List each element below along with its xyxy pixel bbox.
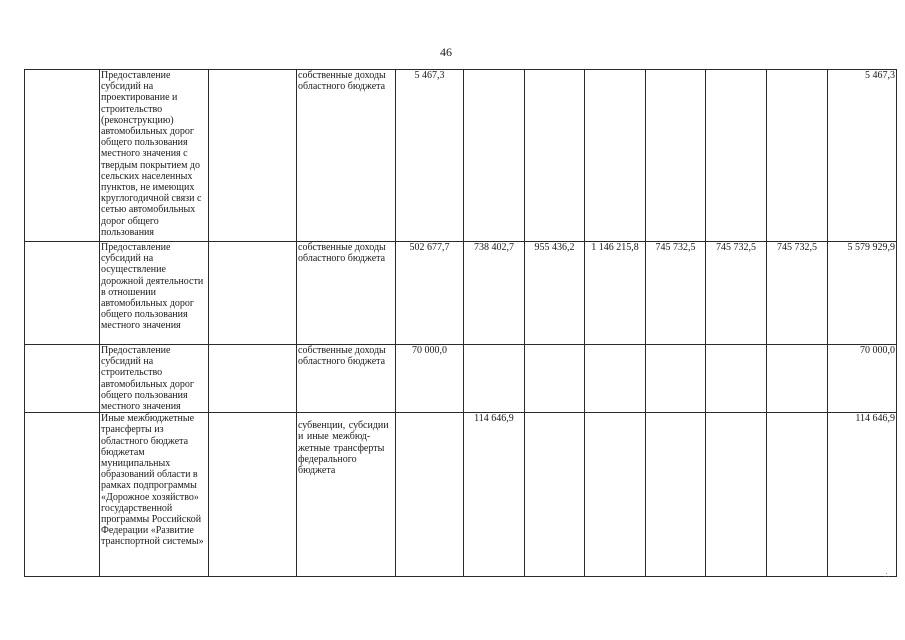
page-number: 46 (440, 45, 452, 59)
row-value: 1 146 215,8 (585, 242, 646, 345)
row-total: 5 467,3 (828, 70, 897, 242)
row-value (767, 70, 828, 242)
row-empty-cell (25, 345, 100, 413)
row-value (585, 413, 646, 577)
row-value (767, 345, 828, 413)
row-value (585, 345, 646, 413)
row-value (706, 70, 767, 242)
table-row (25, 242, 897, 345)
row-value (585, 70, 646, 242)
row-total: 5 579 929,9 (828, 242, 897, 345)
row-value: 502 677,7 (396, 242, 464, 345)
row-value (464, 70, 525, 242)
row-funding-source: собственные доходы областного бюджета (297, 345, 396, 413)
row-value: 745 732,5 (706, 242, 767, 345)
row-value (525, 70, 585, 242)
row-value (646, 70, 706, 242)
row-value (646, 413, 706, 577)
row-value (396, 413, 464, 577)
table-row (25, 70, 897, 242)
row-value (767, 413, 828, 577)
row-value: 738 402,7 (464, 242, 525, 345)
budget-table (24, 69, 897, 577)
row-value: 745 732,5 (767, 242, 828, 345)
row-empty-cell (209, 345, 297, 413)
row-total: 70 000,0 (828, 345, 897, 413)
table-row (25, 345, 897, 413)
row-value (525, 345, 585, 413)
row-value (706, 413, 767, 577)
row-description: Предоставление субсидий на осуществление дорожной деятельности в отношении автомобильных дорог общего пользования местного значения (100, 242, 209, 345)
row-funding-source: собственные доходы областного бюджета (297, 242, 396, 345)
row-empty-cell (209, 242, 297, 345)
row-description: Иные межбюджетные трансферты из областного бюджета бюджетам муниципальных образований области в рамках подпрограммы «Дорожное хозяйство» государственной программы Российской Федерации «Развитие транспортной системы» (100, 413, 209, 577)
row-empty-cell (25, 242, 100, 345)
row-description: Предоставление субсидий на строительство автомобильных дорог общего пользования местного значения (100, 345, 209, 413)
row-value: 70 000,0 (396, 345, 464, 413)
row-value: 5 467,3 (396, 70, 464, 242)
row-empty-cell (209, 413, 297, 577)
row-value: 745 732,5 (646, 242, 706, 345)
row-value (706, 345, 767, 413)
table-row (25, 413, 897, 577)
row-empty-cell (209, 70, 297, 242)
scan-mark: ∴ (884, 571, 890, 580)
row-description: Предоставление субсидий на проектирование и строительство (реконструкцию) автомобильных дорог общего пользования местного значения с твердым покрытием до сельских населенных пунктов, не имеющих круглогодичной связи с сетью автомобильных дорог общего пользования (100, 70, 209, 242)
row-funding-source: субвенции, субсидии и иные межбюд-жетные трансферты федерального бюджета (297, 413, 396, 577)
row-value: 114 646,9 (464, 413, 525, 577)
row-value: 955 436,2 (525, 242, 585, 345)
row-total: 114 646,9 (828, 413, 897, 577)
row-value (464, 345, 525, 413)
row-empty-cell (25, 413, 100, 577)
row-funding-source: собственные доходы областного бюджета (297, 70, 396, 242)
row-empty-cell (25, 70, 100, 242)
row-value (525, 413, 585, 577)
row-value (646, 345, 706, 413)
